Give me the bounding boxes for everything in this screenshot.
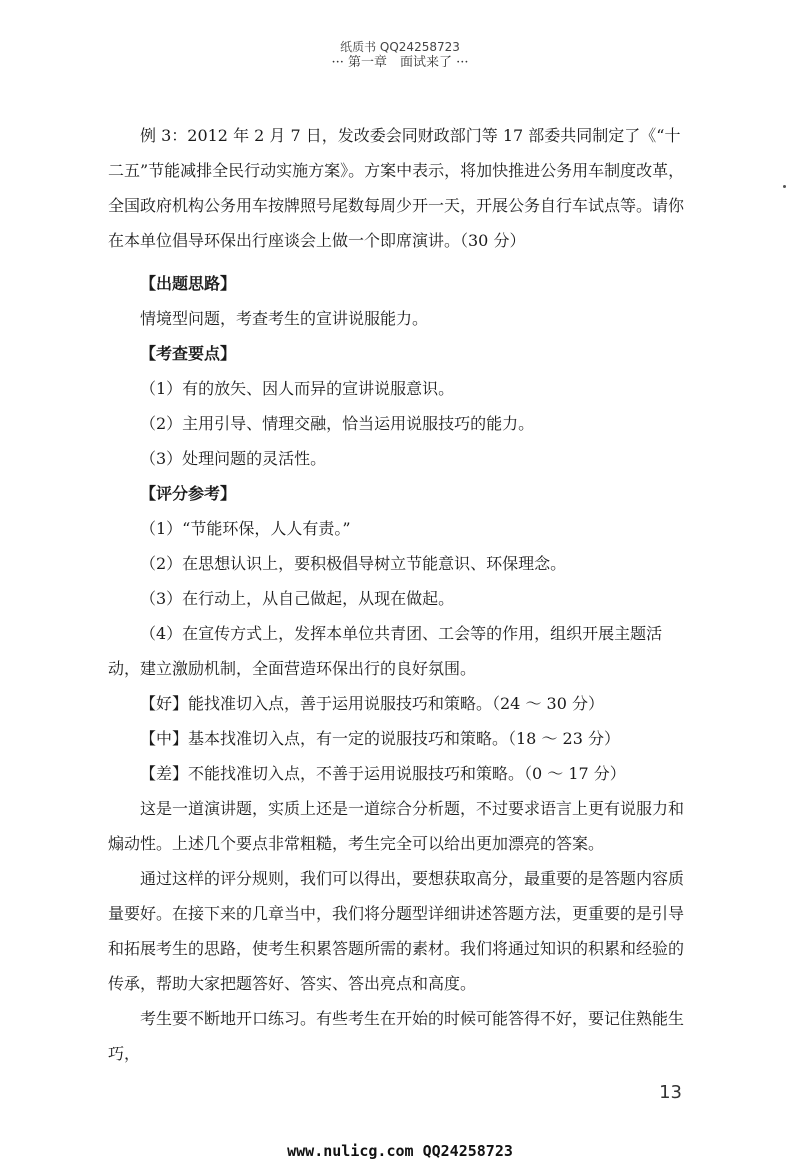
paragraph: 这是一道演讲题，实质上还是一道综合分析题，不过要求语言上更有说服力和煽动性。上述几个要点非常粗糙，考生完全可以给出更加漂亮的答案。 bbox=[108, 799, 685, 853]
grade-poor: 【差】不能找准切入点，不善于运用说服技巧和策略。（0 ～ 17 分） bbox=[140, 764, 626, 783]
example-question: 例 3：2012 年 2 月 7 日，发改委会同财政部门等 17 部委共同制定了《“十二五”节能减排全民行动实施方案》。方案中表示，将加快推进公务用车制度改革，全国政府机构公务用车按牌照号尾数每周少开一天，开展公务自行车试点等。请你在本单位倡导环保出行座谈会上做一个即席演讲。（30 分） bbox=[108, 126, 685, 250]
running-header bbox=[0, 40, 800, 70]
grade-good: 【好】能找准切入点，善于运用说服技巧和策略。（24 ～ 30 分） bbox=[140, 694, 604, 713]
page-number: 13 bbox=[659, 1082, 682, 1103]
header-chapter: ··· 第一章 面试来了 ··· bbox=[331, 55, 469, 70]
paragraph: 通过这样的评分规则，我们可以得出，要想获取高分，最重要的是答题内容质量要好。在接下来的几章当中，我们将分题型详细讲述答题方法，更重要的是引导和拓展考生的思路，使考生积累答题所需的素材。我们将通过知识的积累和经验的传承，帮助大家把题答好、答实、答出亮点和高度。 bbox=[108, 869, 685, 993]
point-item: （1）有的放矢、因人而异的宣讲说服意识。 bbox=[140, 379, 455, 398]
point-item: （3）处理问题的灵活性。 bbox=[140, 449, 327, 468]
footer-watermark: www.nulicg.com QQ24258723 bbox=[287, 1142, 513, 1160]
score-item: （4）在宣传方式上，发挥本单位共青团、工会等的作用，组织开展主题活动，建立激励机制，全面营造环保出行的良好氛围。 bbox=[108, 624, 663, 678]
score-item: （3）在行动上，从自己做起，从现在做起。 bbox=[140, 589, 455, 608]
grade-medium: 【中】基本找准切入点，有一定的说服技巧和策略。（18 ～ 23 分） bbox=[140, 729, 620, 748]
score-item: （2）在思想认识上，要积极倡导树立节能意识、环保理念。 bbox=[140, 554, 567, 573]
score-item: （1）“节能环保，人人有责。” bbox=[140, 519, 351, 538]
idea-text: 情境型问题，考查考生的宣讲说服能力。 bbox=[140, 309, 429, 328]
paragraph: 考生要不断地开口练习。有些考生在开始的时候可能答得不好，要记住熟能生巧， bbox=[108, 1009, 685, 1063]
heading-score: 【评分参考】 bbox=[140, 484, 237, 503]
margin-dot bbox=[783, 185, 786, 188]
heading-points: 【考查要点】 bbox=[140, 344, 237, 363]
page-body bbox=[108, 118, 686, 1071]
point-item: （2）主用引导、情理交融，恰当运用说服技巧的能力。 bbox=[140, 414, 535, 433]
header-source: 纸质书 QQ24258723 bbox=[340, 40, 460, 54]
heading-idea: 【出题思路】 bbox=[140, 274, 237, 293]
